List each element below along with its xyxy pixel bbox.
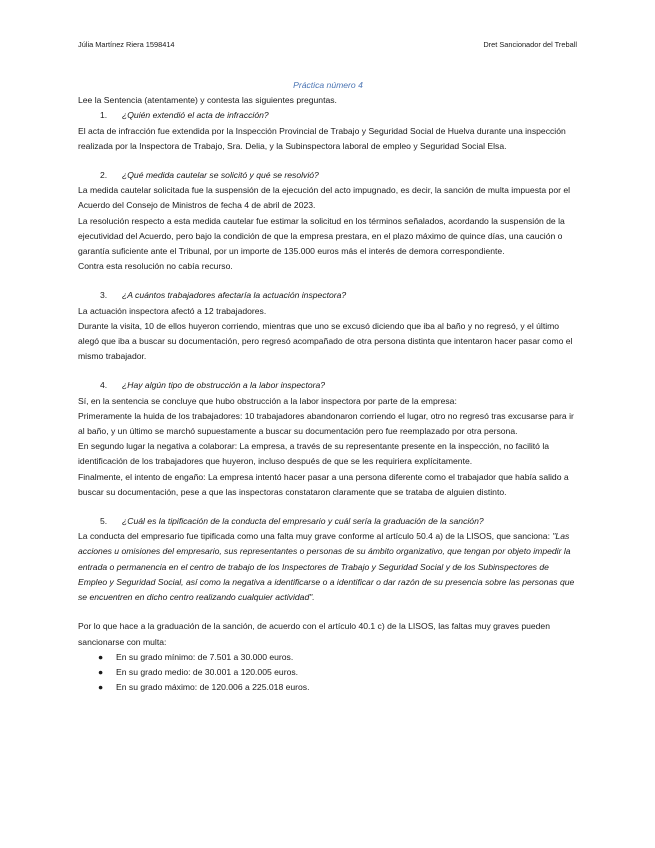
question-2-text: ¿Qué medida cautelar se solicitó y qué se resolvió? <box>122 170 319 181</box>
answer-1: El acta de infracción fue extendida por la Inspección Provincial de Trabajo y Seguridad Social de Huelva durante una inspección realizada por la Inspectora de Trabajo, Sra. Delia, y la Subinspectora laboral de empleo y Seguridad Social Elsa. <box>78 125 566 151</box>
bullet-icon: ● <box>98 651 104 662</box>
question-5 <box>78 514 578 529</box>
answer-5-legal-quote: "Las acciones u omisiones del empresario, sus representantes o personas de su ámbito organizativo, que tengan por objeto impedir la entrada o permanencia en el centro de trabajo de los Inspectores de Trabajo y Seguridad Social y de los Subinspectores de Empleo y Seguridad Social, así como la negativa a identificarse o a identificar o dar razón de su presencia sobre las personas que se encuentren en dicho centro realizando cualquier actividad". <box>78 531 575 603</box>
answer-4-paragraph-1: Sí, en la sentencia se concluye que hubo obstrucción a la labor inspectora por parte de la empresa: <box>78 395 457 406</box>
question-4-text: ¿Hay algún tipo de obstrucción a la labor inspectora? <box>122 380 326 391</box>
header-author: Júlia Martínez Riera 1598414 <box>78 40 175 49</box>
answer-3-paragraph-1: La actuación inspectora afectó a 12 trabajadores. <box>78 305 267 316</box>
bullet-icon: ● <box>98 666 104 677</box>
question-4 <box>78 378 578 393</box>
answer-3-paragraph-2: Durante la visita, 10 de ellos huyeron corriendo, mientras que uno se excusó diciendo que iba al baño y no regresó, y el último alegó que iba a buscar su documentación, pero regresó acompañado de otra persona distinta que intentaron hacer pasar como el mismo trabajador. <box>78 320 573 362</box>
spacer <box>78 605 578 619</box>
question-5-number: 5. <box>100 516 108 527</box>
list-item-text: En su grado medio: de 30.001 a 120.005 euros. <box>116 666 299 677</box>
question-3 <box>78 288 578 303</box>
question-3-text: ¿A cuántos trabajadores afectaría la actuación inspectora? <box>122 290 347 301</box>
document-body <box>78 78 578 695</box>
list-item-text: En su grado máximo: de 120.006 a 225.018 euros. <box>116 682 310 693</box>
answer-2-paragraph-3: Contra esta resolución no cabía recurso. <box>78 261 233 272</box>
question-2 <box>78 168 578 183</box>
list-item-text: En su grado mínimo: de 7.501 a 30.000 euros. <box>116 651 294 662</box>
question-3-number: 3. <box>100 290 108 301</box>
bullet-icon: ● <box>98 682 104 693</box>
list-item <box>78 680 578 695</box>
question-5-text: ¿Cuál es la tipificación de la conducta del empresario y cuál sería la graduación de la sanción? <box>122 516 484 527</box>
document-title: Práctica número 4 <box>293 80 363 90</box>
answer-5-paragraph-1 <box>78 529 578 605</box>
question-4-number: 4. <box>100 380 108 391</box>
answer-5-paragraph-2: Por lo que hace a la graduación de la sanción, de acuerdo con el artículo 40.1 c) de la LISOS, las faltas muy graves pueden sancionarse con multa: <box>78 621 550 647</box>
question-1 <box>78 108 578 123</box>
sanction-grades-list <box>78 650 578 696</box>
answer-4-paragraph-3: En segundo lugar la negativa a colaborar: La empresa, a través de su representante presente en la inspección, no facilitó la identificación de los trabajadores que huyeron, incluso después de que se les requiriera explícitamente. <box>78 441 550 467</box>
answer-5-lead: La conducta del empresario fue tipificada como una falta muy grave conforme al artículo 50.4 a) de la LISOS, que sanciona: <box>78 531 553 542</box>
intro-text: Lee la Sentencia (atentamente) y contesta las siguientes preguntas. <box>78 95 337 106</box>
header-course: Dret Sancionador del Treball <box>483 40 577 49</box>
list-item <box>78 665 578 680</box>
answer-4-paragraph-2: Primeramente la huida de los trabajadores: 10 trabajadores abandonaron corriendo el lugar, otro no regresó tras excusarse para ir al baño, y un último se marchó supuestamente a buscar su documentación pero fue reemplazado por otra persona. <box>78 410 574 437</box>
question-2-number: 2. <box>100 170 108 181</box>
answer-4-paragraph-4: Finalmente, el intento de engaño: La empresa intentó hacer pasar a una persona diferente como el trabajador que había salido a buscar su documentación, pese a que las inspectoras constataron claramente que se trataba de alguien distinto. <box>78 471 569 497</box>
answer-2-paragraph-2: La resolución respecto a esta medida cautelar fue estimar la solicitud en los términos señalados, acordando la suspensión de la ejecutividad del Acuerdo, pero bajo la condición de que la empresa prestara, en el plazo máximo de quince días, una caución o garantía suficiente ante el Tribunal, por un importe de 135.000 euros más el interés de demora correspondiente. <box>78 215 565 257</box>
question-1-text: ¿Quién extendió el acta de infracción? <box>122 110 269 121</box>
answer-2-paragraph-1: La medida cautelar solicitada fue la suspensión de la ejecución del acto impugnado, es decir, la sanción de multa impuesta por el Acuerdo del Consejo de Ministros de fecha 4 de abril de 2023. <box>78 185 571 211</box>
question-1-number: 1. <box>100 110 108 121</box>
page-header <box>78 40 577 49</box>
list-item <box>78 650 578 665</box>
